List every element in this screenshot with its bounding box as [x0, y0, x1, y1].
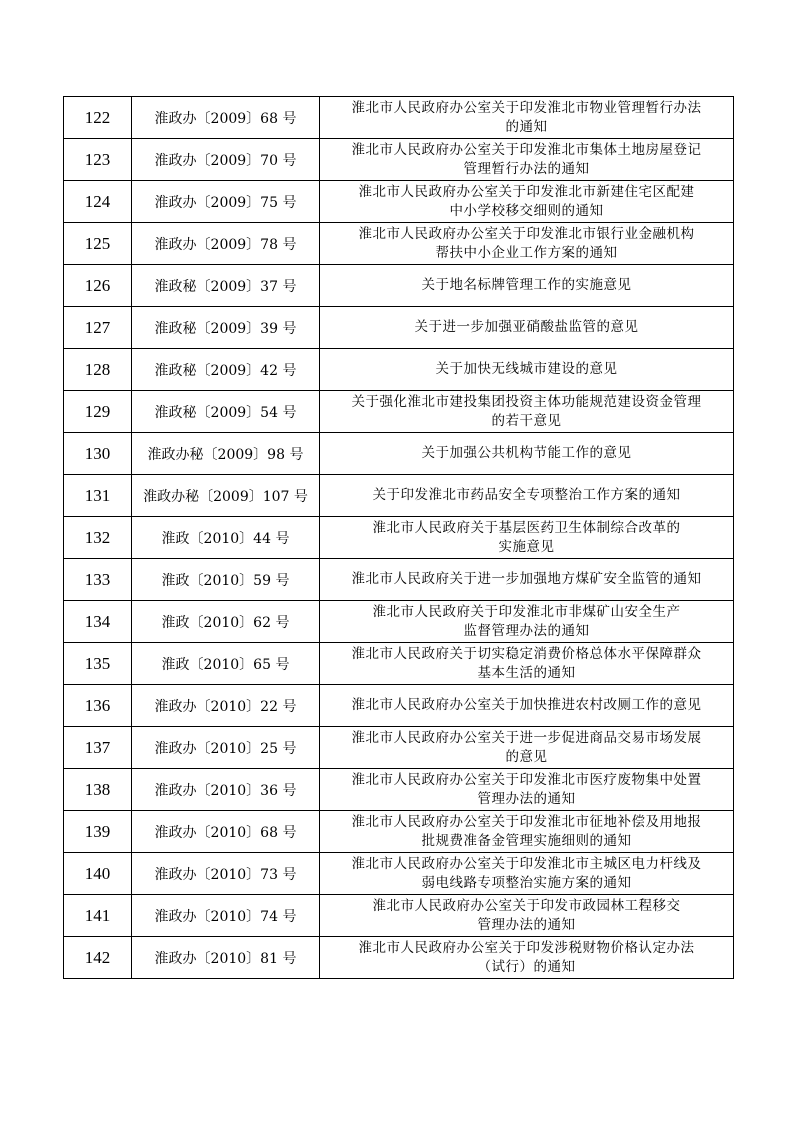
document-title	[320, 391, 734, 433]
document-title	[320, 181, 734, 223]
document-number: 淮政办〔2010〕73 号	[132, 853, 320, 895]
document-title-line: 帮扶中小企业工作方案的通知	[435, 244, 618, 261]
document-title-line: 的若干意见	[491, 412, 562, 429]
document-number: 淮政秘〔2009〕42 号	[132, 349, 320, 391]
row-number: 122	[64, 97, 132, 139]
document-title	[320, 349, 734, 391]
document-title-line: 淮北市人民政府办公室关于进一步促进商品交易市场发展	[351, 729, 702, 746]
document-title	[320, 223, 734, 265]
table-row	[64, 391, 734, 433]
document-title-line: 淮北市人民政府办公室关于印发淮北市医疗废物集中处置	[351, 771, 702, 788]
row-number: 125	[64, 223, 132, 265]
row-number: 127	[64, 307, 132, 349]
row-number: 132	[64, 517, 132, 559]
document-title-line: 的通知	[505, 118, 548, 135]
document-title	[320, 97, 734, 139]
table-row	[64, 853, 734, 895]
document-title	[320, 433, 734, 475]
row-number: 135	[64, 643, 132, 685]
document-title-line: （试行）的通知	[477, 958, 576, 975]
document-title	[320, 265, 734, 307]
document-title-line: 管理办法的通知	[477, 916, 576, 933]
table-row	[64, 517, 734, 559]
document-number: 淮政办〔2010〕81 号	[132, 937, 320, 979]
row-number: 129	[64, 391, 132, 433]
document-number: 淮政办秘〔2009〕98 号	[132, 433, 320, 475]
document-title	[320, 769, 734, 811]
document-title-line: 批规费准备金管理实施细则的通知	[421, 832, 632, 849]
table-row	[64, 181, 734, 223]
row-number: 128	[64, 349, 132, 391]
document-title-line: 弱电线路专项整治实施方案的通知	[421, 874, 632, 891]
document-title-line: 淮北市人民政府办公室关于印发淮北市银行业金融机构	[358, 225, 695, 242]
table-row	[64, 349, 734, 391]
document-title-line: 淮北市人民政府办公室关于印发淮北市新建住宅区配建	[358, 183, 695, 200]
document-title-line: 淮北市人民政府办公室关于印发涉税财物价格认定办法	[358, 939, 695, 956]
document-number: 淮政〔2010〕62 号	[132, 601, 320, 643]
table-row	[64, 727, 734, 769]
document-title-line: 关于进一步加强亚硝酸盐监管的意见	[414, 319, 639, 335]
document-title-line: 关于加快无线城市建设的意见	[435, 361, 618, 377]
document-number: 淮政办〔2010〕74 号	[132, 895, 320, 937]
row-number: 134	[64, 601, 132, 643]
document-title	[320, 895, 734, 937]
document-title-line: 淮北市人民政府关于印发淮北市非煤矿山安全生产	[372, 603, 681, 620]
document-table	[63, 96, 734, 979]
document-number: 淮政办〔2009〕70 号	[132, 139, 320, 181]
document-title	[320, 685, 734, 727]
document-title-line: 实施意见	[498, 538, 555, 555]
document-number: 淮政秘〔2009〕39 号	[132, 307, 320, 349]
document-number: 淮政办秘〔2009〕107 号	[132, 475, 320, 517]
table-row	[64, 811, 734, 853]
row-number: 126	[64, 265, 132, 307]
table-row	[64, 601, 734, 643]
document-title-line: 关于印发淮北市药品安全专项整治工作方案的通知	[372, 487, 681, 503]
table-body	[64, 97, 734, 979]
document-title-line: 管理办法的通知	[477, 790, 576, 807]
row-number: 138	[64, 769, 132, 811]
document-number: 淮政〔2010〕59 号	[132, 559, 320, 601]
row-number: 130	[64, 433, 132, 475]
document-number: 淮政办〔2010〕36 号	[132, 769, 320, 811]
document-title-line: 淮北市人民政府关于基层医药卫生体制综合改革的	[372, 519, 681, 536]
table-row	[64, 895, 734, 937]
document-title-line: 淮北市人民政府办公室关于印发淮北市主城区电力杆线及	[351, 855, 702, 872]
row-number: 136	[64, 685, 132, 727]
document-title	[320, 517, 734, 559]
document-title	[320, 559, 734, 601]
table-row	[64, 265, 734, 307]
document-title	[320, 643, 734, 685]
table-row	[64, 139, 734, 181]
document-number: 淮政办〔2010〕68 号	[132, 811, 320, 853]
document-title-line: 的意见	[505, 748, 548, 765]
document-title-line: 淮北市人民政府办公室关于印发淮北市集体土地房屋登记	[351, 141, 702, 158]
row-number: 141	[64, 895, 132, 937]
document-number: 淮政办〔2010〕22 号	[132, 685, 320, 727]
document-title	[320, 475, 734, 517]
row-number: 131	[64, 475, 132, 517]
row-number: 139	[64, 811, 132, 853]
document-title-line: 淮北市人民政府办公室关于印发淮北市物业管理暂行办法	[351, 99, 702, 116]
table-row	[64, 475, 734, 517]
document-title-line: 淮北市人民政府关于切实稳定消费价格总体水平保障群众	[351, 645, 702, 662]
row-number: 124	[64, 181, 132, 223]
document-title-line: 管理暂行办法的通知	[463, 160, 590, 177]
table-row	[64, 769, 734, 811]
table-row	[64, 685, 734, 727]
document-title-line: 淮北市人民政府办公室关于印发淮北市征地补偿及用地报	[351, 813, 702, 830]
document-number: 淮政秘〔2009〕37 号	[132, 265, 320, 307]
table-row	[64, 643, 734, 685]
table-row	[64, 307, 734, 349]
table-row	[64, 937, 734, 979]
document-title	[320, 811, 734, 853]
document-title	[320, 853, 734, 895]
row-number: 140	[64, 853, 132, 895]
document-title-line: 关于地名标牌管理工作的实施意见	[421, 277, 632, 293]
document-title-line: 关于加强公共机构节能工作的意见	[421, 445, 632, 461]
document-number: 淮政办〔2009〕78 号	[132, 223, 320, 265]
document-number: 淮政办〔2009〕68 号	[132, 97, 320, 139]
document-title-line: 淮北市人民政府关于进一步加强地方煤矿安全监管的通知	[351, 571, 702, 587]
row-number: 133	[64, 559, 132, 601]
document-number: 淮政办〔2009〕75 号	[132, 181, 320, 223]
document-title	[320, 937, 734, 979]
document-title	[320, 139, 734, 181]
document-title	[320, 601, 734, 643]
document-number: 淮政秘〔2009〕54 号	[132, 391, 320, 433]
document-number: 淮政〔2010〕65 号	[132, 643, 320, 685]
row-number: 123	[64, 139, 132, 181]
document-title-line: 中小学校移交细则的通知	[449, 202, 604, 219]
row-number: 137	[64, 727, 132, 769]
document-title-line: 基本生活的通知	[477, 664, 576, 681]
document-title	[320, 727, 734, 769]
document-title-line: 淮北市人民政府办公室关于印发市政园林工程移交	[372, 897, 681, 914]
table-row	[64, 559, 734, 601]
table-row	[64, 433, 734, 475]
document-number: 淮政办〔2010〕25 号	[132, 727, 320, 769]
document-title	[320, 307, 734, 349]
table-row	[64, 97, 734, 139]
document-title-line: 关于强化淮北市建投集团投资主体功能规范建设资金管理	[351, 393, 702, 410]
row-number: 142	[64, 937, 132, 979]
document-title-line: 监督管理办法的通知	[463, 622, 590, 639]
document-title-line: 淮北市人民政府办公室关于加快推进农村改厕工作的意见	[351, 697, 702, 713]
document-number: 淮政〔2010〕44 号	[132, 517, 320, 559]
table-row	[64, 223, 734, 265]
